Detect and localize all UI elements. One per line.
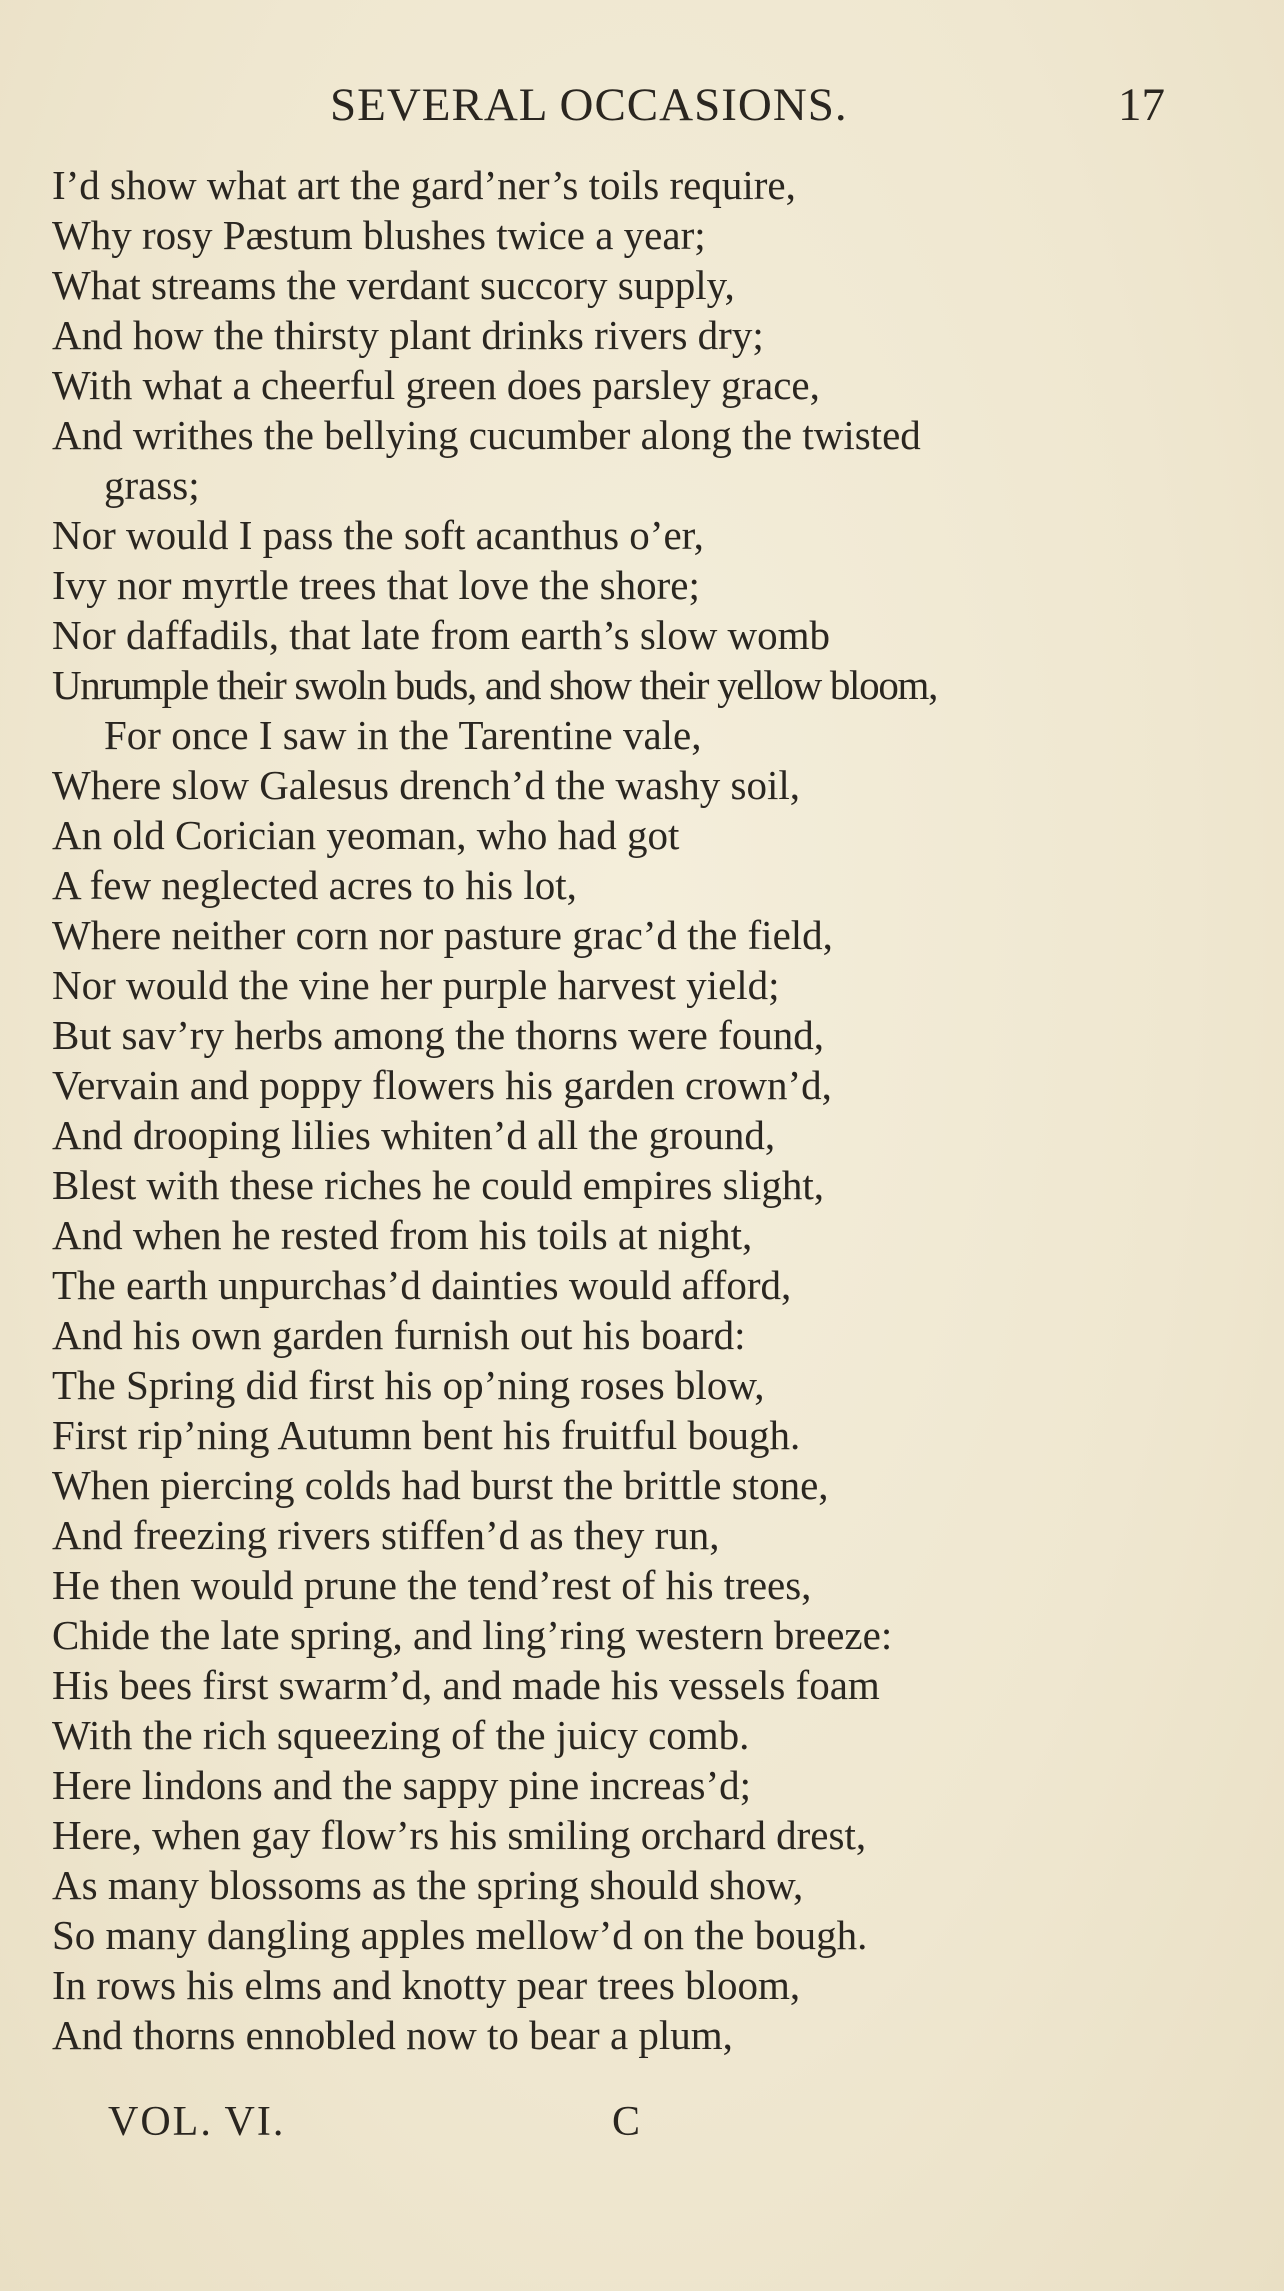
poem-line: And writhes the bellying cucumber along the twisted — [52, 412, 921, 458]
signature-mark: C — [612, 2099, 641, 2145]
poem-line: Nor daffadils, that late from earth’s slow womb — [52, 612, 831, 658]
poem-line: Unrumple their swoln buds, and show their yellow bloom, — [52, 662, 938, 708]
poem-line: And when he rested from his toils at night, — [52, 1212, 753, 1258]
poem-line: And drooping lilies whiten’d all the ground, — [52, 1112, 776, 1158]
poem-line: And how the thirsty plant drinks rivers dry; — [52, 312, 764, 358]
poem-line: The Spring did first his op’ning roses blow, — [52, 1362, 765, 1408]
poem-line: But sav’ry herbs among the thorns were found, — [52, 1012, 824, 1058]
poem-line: He then would prune the tend’rest of his trees, — [52, 1562, 812, 1608]
poem-line: With what a cheerful green does parsley grace, — [52, 362, 820, 408]
volume-label: VOL. VI. — [108, 2099, 286, 2145]
poem-line: Ivy nor myrtle trees that love the shore; — [52, 562, 700, 608]
poem-line: His bees first swarm’d, and made his vessels foam — [52, 1662, 880, 1708]
poem-line: An old Corician yeoman, who had got — [52, 812, 680, 858]
running-head: SEVERAL OCCASIONS. — [330, 79, 848, 131]
poem-line: With the rich squeezing of the juicy comb. — [52, 1712, 750, 1758]
poem-line: Here lindons and the sappy pine increas’d; — [52, 1762, 752, 1808]
poem-line: I’d show what art the gard’ner’s toils require, — [52, 162, 796, 208]
poem-line: Where slow Galesus drench’d the washy soil, — [52, 762, 801, 808]
page-footer — [0, 2098, 1284, 2158]
poem-line: Here, when gay flow’rs his smiling orchard drest, — [52, 1812, 867, 1858]
poem-line: What streams the verdant succory supply, — [52, 262, 735, 308]
poem-line: A few neglected acres to his lot, — [52, 862, 577, 908]
poem-line: Where neither corn nor pasture grac’d the field, — [52, 912, 833, 958]
poem-line: In rows his elms and knotty pear trees bloom, — [52, 1962, 801, 2008]
poem-line: And his own garden furnish out his board: — [52, 1312, 746, 1358]
poem-line: So many dangling apples mellow’d on the bough. — [52, 1912, 868, 1958]
poem-line-continuation: grass; — [104, 462, 200, 508]
poem-line: Nor would I pass the soft acanthus o’er, — [52, 512, 704, 558]
poem-line: For once I saw in the Tarentine vale, — [104, 712, 702, 758]
poem-line: When piercing colds had burst the brittle stone, — [52, 1462, 829, 1508]
poem-line: Nor would the vine her purple harvest yield; — [52, 962, 780, 1008]
poem-line: Vervain and poppy flowers his garden crown’d, — [52, 1062, 832, 1108]
poem-line: And freezing rivers stiffen’d as they run, — [52, 1512, 720, 1558]
poem-line: And thorns ennobled now to bear a plum, — [52, 2012, 733, 2058]
poem-line: First rip’ning Autumn bent his fruitful bough. — [52, 1412, 801, 1458]
poem-line: Blest with these riches he could empires slight, — [52, 1162, 825, 1208]
page-number: 17 — [1118, 79, 1165, 131]
poem-line: Chide the late spring, and ling’ring western breeze: — [52, 1612, 893, 1658]
poem-line: Why rosy Pæstum blushes twice a year; — [52, 212, 706, 258]
poem-line: As many blossoms as the spring should show, — [52, 1862, 804, 1908]
page-header — [0, 78, 1284, 138]
poem-line: The earth unpurchas’d dainties would afford, — [52, 1262, 792, 1308]
poem-text — [52, 160, 937, 2060]
